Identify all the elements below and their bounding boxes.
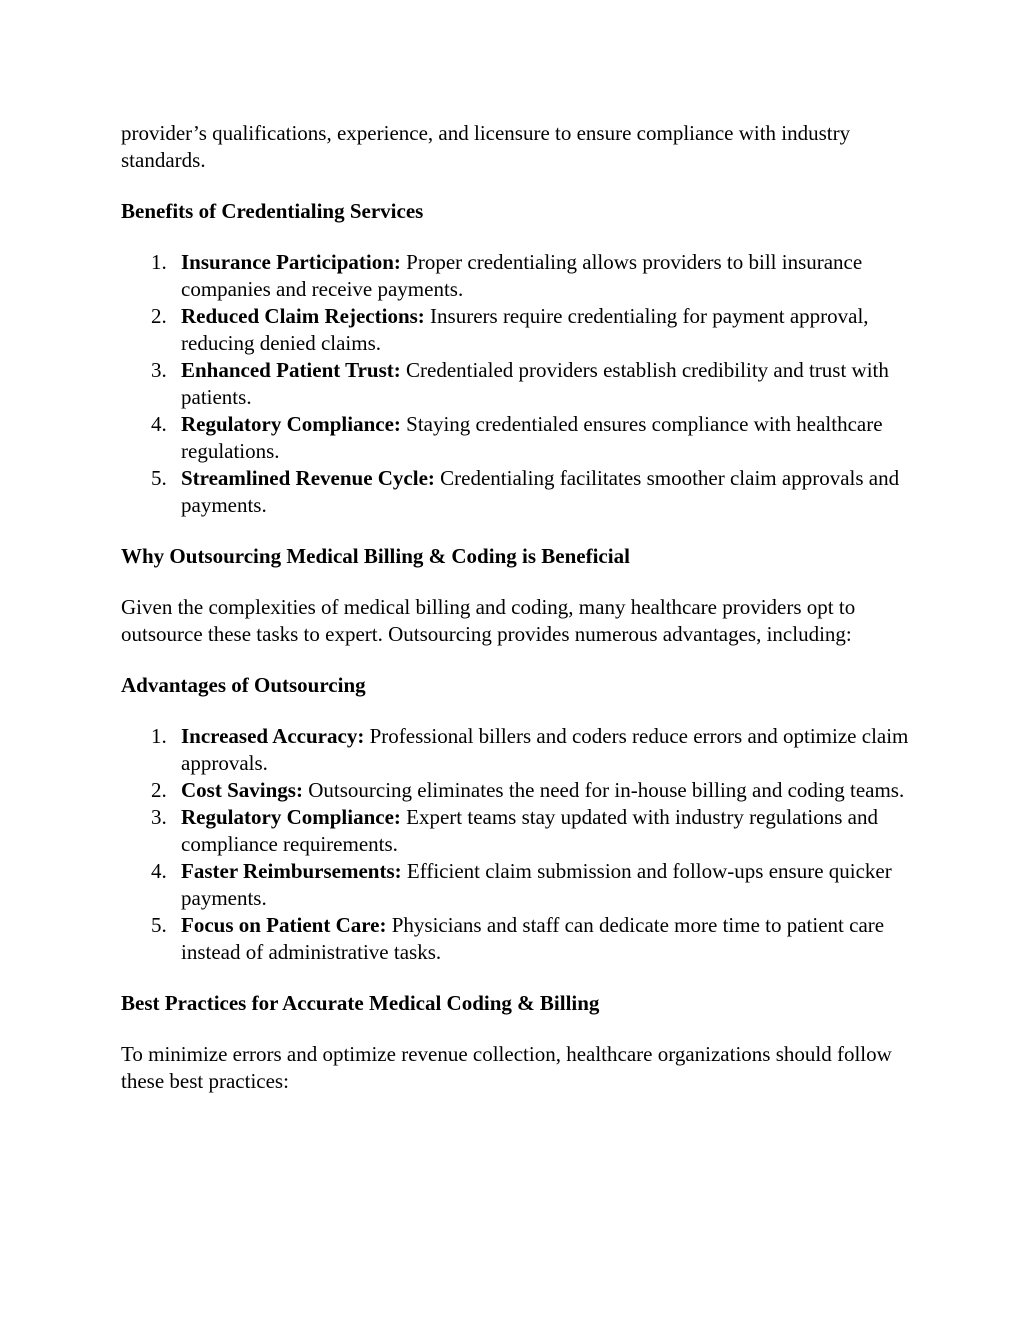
list-number: 4. <box>151 412 167 436</box>
list-number: 2. <box>151 778 167 802</box>
list-item <box>121 249 911 303</box>
list-item <box>121 303 911 357</box>
list-item-description: Outsourcing eliminates the need for in-house billing and coding teams. <box>308 778 905 802</box>
list-item <box>121 777 911 804</box>
list-item-description: Efficient claim submission and follow-ups ensure quicker payments. <box>181 859 892 910</box>
list-item-description: Expert teams stay updated with industry regulations and compliance requirements. <box>181 805 878 856</box>
list-item <box>121 858 911 912</box>
list-item <box>121 465 911 519</box>
list-item-term: Streamlined Revenue Cycle: <box>181 466 435 490</box>
intro-paragraph: provider’s qualifications, experience, and licensure to ensure compliance with industry standards. <box>121 121 851 172</box>
list-number: 3. <box>151 358 167 382</box>
advantages-heading: Advantages of Outsourcing <box>121 673 366 697</box>
list-item-term: Enhanced Patient Trust: <box>181 358 401 382</box>
list-item <box>121 723 911 777</box>
list-item-description: Proper credentialing allows providers to bill insurance companies and receive payments. <box>181 250 863 301</box>
advantages-list <box>121 723 911 966</box>
list-item <box>121 357 911 411</box>
benefits-list <box>121 249 911 519</box>
document-page <box>121 120 911 1119</box>
list-number: 5. <box>151 466 167 490</box>
list-item-term: Insurance Participation: <box>181 250 401 274</box>
list-item <box>121 804 911 858</box>
list-item-description: Physicians and staff can dedicate more time to patient care instead of administrative tasks. <box>181 913 885 964</box>
list-number: 4. <box>151 859 167 883</box>
list-item-term: Increased Accuracy: <box>181 724 365 748</box>
best-practices-heading: Best Practices for Accurate Medical Coding & Billing <box>121 991 600 1015</box>
list-number: 1. <box>151 250 167 274</box>
list-item-description: Credentialing facilitates smoother claim approvals and payments. <box>181 466 900 517</box>
list-number: 1. <box>151 724 167 748</box>
list-number: 2. <box>151 304 167 328</box>
benefits-heading: Benefits of Credentialing Services <box>121 199 424 223</box>
list-item <box>121 411 911 465</box>
list-item-description: Insurers require credentialing for payment approval, reducing denied claims. <box>181 304 869 355</box>
list-number: 5. <box>151 913 167 937</box>
list-item-term: Focus on Patient Care: <box>181 913 387 937</box>
list-item-description: Professional billers and coders reduce errors and optimize claim approvals. <box>181 724 909 775</box>
best-practices-paragraph: To minimize errors and optimize revenue collection, healthcare organizations should follow these best practices: <box>121 1042 892 1093</box>
list-item-term: Cost Savings: <box>181 778 303 802</box>
list-item-description: Staying credentialed ensures compliance with healthcare regulations. <box>181 412 883 463</box>
outsourcing-heading: Why Outsourcing Medical Billing & Coding is Beneficial <box>121 544 630 568</box>
list-item-term: Regulatory Compliance: <box>181 805 401 829</box>
list-item <box>121 912 911 966</box>
list-item-term: Regulatory Compliance: <box>181 412 401 436</box>
list-item-term: Faster Reimbursements: <box>181 859 402 883</box>
outsourcing-paragraph: Given the complexities of medical billing and coding, many healthcare providers opt to outsource these tasks to expert. Outsourcing provides numerous advantages, including: <box>121 595 856 646</box>
list-number: 3. <box>151 805 167 829</box>
list-item-term: Reduced Claim Rejections: <box>181 304 425 328</box>
list-item-description: Credentialed providers establish credibility and trust with patients. <box>181 358 889 409</box>
